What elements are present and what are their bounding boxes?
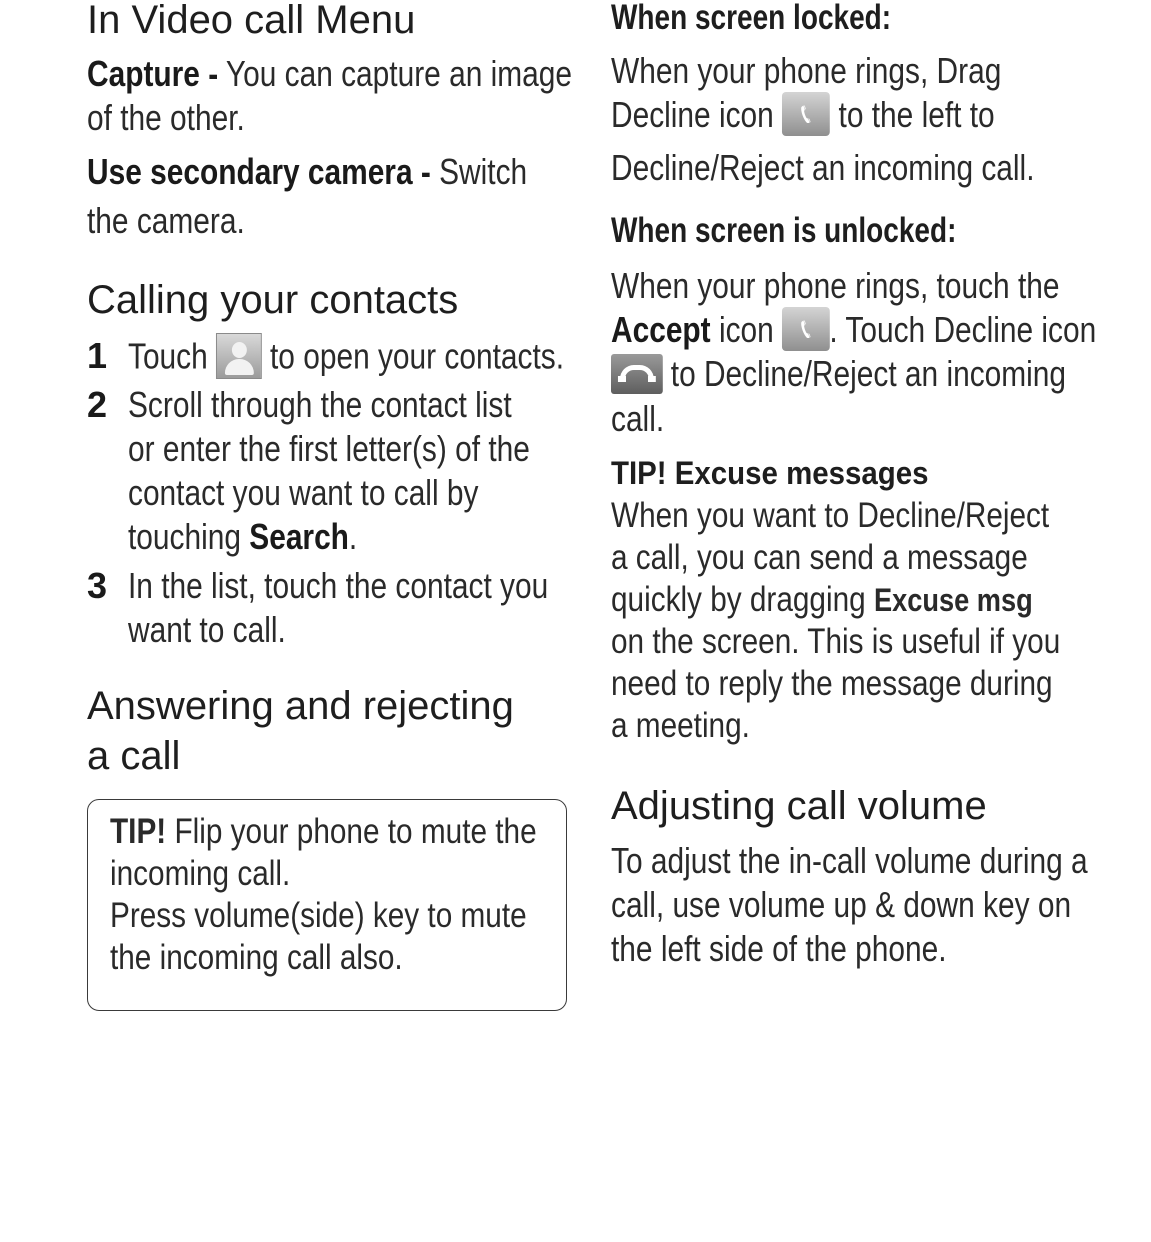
step2-text-post: . <box>348 516 358 557</box>
screen-locked-line2-post: to the left to <box>830 94 995 135</box>
excuse-tip-line3 <box>611 580 1033 620</box>
step-number: 1 <box>87 335 108 376</box>
step3-text-line2: want to call. <box>128 609 286 650</box>
video-call-menu-heading: In Video call Menu <box>87 0 416 42</box>
capture-paragraph <box>87 54 572 94</box>
screen-unlocked-line2-post: . Touch Decline icon <box>829 309 1097 350</box>
phone-icon: 📞︎ <box>782 307 830 351</box>
screen-locked-line2-pre: Decline icon <box>611 94 783 135</box>
screen-unlocked-line1: When your phone rings, touch the <box>611 265 1060 306</box>
excuse-tip-heading: TIP! Excuse messages <box>611 455 929 491</box>
secondary-camera-paragraph <box>87 152 527 192</box>
screen-unlocked-line2 <box>611 310 1096 354</box>
excuse-tip-line5: need to reply the message during <box>611 664 1053 703</box>
tip-box <box>87 799 567 1011</box>
excuse-tip-line1: When you want to Decline/Reject <box>611 496 1050 535</box>
step-number: 2 <box>87 384 108 425</box>
step2-text-line3: contact you want to call by <box>128 472 479 513</box>
accept-keyword: Accept <box>611 309 711 350</box>
step3-text-line1: In the list, touch the contact you <box>128 565 549 606</box>
step-number: 3 <box>87 565 108 606</box>
call-volume-line2: call, use volume up & down key on <box>611 884 1072 925</box>
answering-heading-line1: Answering and rejecting <box>87 684 514 728</box>
screen-locked-line1: When your phone rings, Drag <box>611 50 1002 91</box>
search-keyword: Search <box>249 516 349 557</box>
tip-line1 <box>110 812 537 852</box>
step1-text-post: to open your contacts. <box>261 335 564 377</box>
excuse-tip-line3-pre: quickly by dragging <box>611 580 874 619</box>
screen-unlocked-line3 <box>611 354 1066 396</box>
step2-text-pre: touching <box>128 516 250 557</box>
excuse-msg-keyword: Excuse msg <box>873 582 1033 618</box>
phone-icon: 📞︎ <box>782 92 830 136</box>
contacts-icon <box>216 333 262 379</box>
tip-line2: incoming call. <box>110 854 291 893</box>
step1-text <box>128 336 564 382</box>
tip-line4: the incoming call also. <box>110 938 403 977</box>
secondary-camera-text-line2: the camera. <box>87 200 245 241</box>
call-volume-heading: Adjusting call volume <box>611 784 987 828</box>
secondary-camera-text: Switch <box>430 151 528 192</box>
step2-text-line4 <box>128 517 357 557</box>
screen-locked-line2 <box>611 95 995 139</box>
excuse-tip-line4: on the screen. This is useful if you <box>611 622 1061 661</box>
capture-text-line2: of the other. <box>87 97 245 138</box>
step1-text-pre: Touch <box>128 335 217 377</box>
screen-unlocked-heading: When screen is unlocked: <box>611 211 957 250</box>
screen-unlocked-line2-mid: icon <box>710 309 783 350</box>
secondary-camera-label: Use secondary camera - <box>87 151 431 192</box>
hang-up-icon <box>611 354 663 394</box>
excuse-tip-line6: a meeting. <box>611 706 750 745</box>
calling-contacts-heading: Calling your contacts <box>87 278 459 322</box>
tip-label: TIP! <box>110 812 167 851</box>
screen-locked-line3: Decline/Reject an incoming call. <box>611 147 1035 188</box>
capture-text: You can capture an image <box>218 53 573 94</box>
call-volume-line3: the left side of the phone. <box>611 928 947 969</box>
screen-locked-heading: When screen locked: <box>611 0 892 37</box>
screen-unlocked-line3-post: to Decline/Reject an incoming <box>662 353 1067 394</box>
tip-line3: Press volume(side) key to mute <box>110 896 527 935</box>
call-volume-line1: To adjust the in-call volume during a <box>611 840 1088 881</box>
screen-unlocked-line4: call. <box>611 398 665 439</box>
excuse-tip-line2: a call, you can send a message <box>611 538 1028 577</box>
capture-label: Capture - <box>87 53 219 94</box>
step2-text-line1: Scroll through the contact list <box>128 384 512 425</box>
answering-heading-line2: a call <box>87 734 181 778</box>
step2-text-line2: or enter the first letter(s) of the <box>128 428 530 469</box>
tip-text: Flip your phone to mute the <box>166 812 537 851</box>
